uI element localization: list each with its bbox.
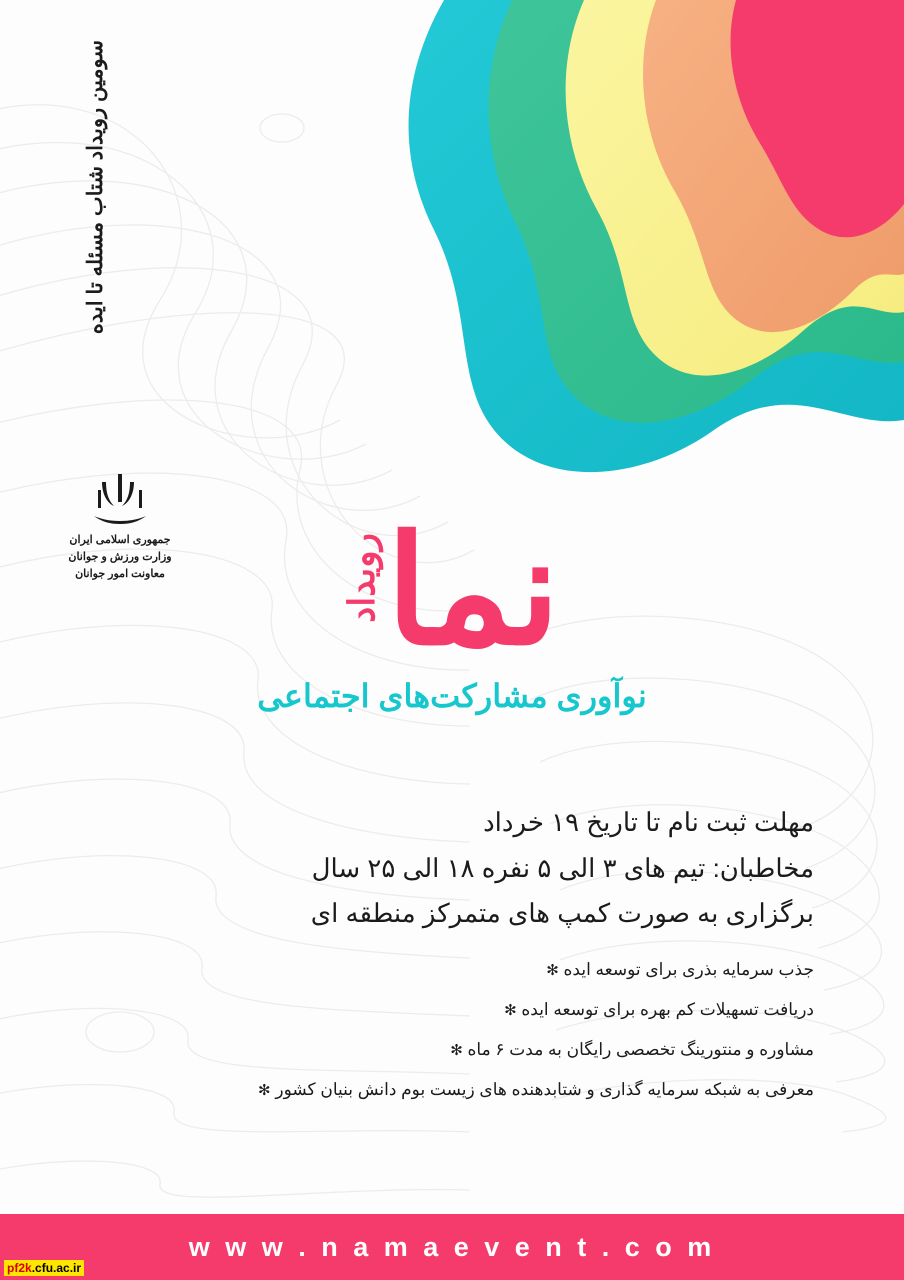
logo-subtitle: نوآوری مشارکت‌های اجتماعی	[257, 677, 647, 714]
bullet-text-3: مشاوره و منتورینگ تخصصی رایگان به مدت ۶ ماه	[467, 1039, 814, 1059]
ministry-line-2: وزارت ورزش و جوانان	[68, 551, 172, 564]
event-info-block	[90, 800, 814, 937]
bullet-text-2: دریافت تسهیلات کم بهره برای توسعه ایده	[521, 999, 814, 1019]
side-caption-text: سومین رویداد شتاب مسئله تا ایده	[84, 40, 108, 335]
bullet-text-1: جذب سرمایه بذری برای توسعه ایده	[563, 960, 814, 979]
watermark-suffix: .cfu.ac.ir	[31, 1261, 82, 1275]
logo-row	[340, 507, 561, 675]
list-item	[90, 950, 814, 990]
info-line-audience: مخاطبان: تیم های ۳ الی ۵ نفره ۱۸ الی ۲۵ سال	[311, 852, 814, 883]
benefits-list	[90, 950, 814, 1110]
watermark	[4, 1260, 84, 1276]
list-item	[90, 1030, 814, 1070]
footer-bar	[0, 1214, 904, 1280]
paper-cut-blob-art	[284, 0, 904, 560]
bullet-text-4: معرفی به شبکه سرمایه گذاری و شتابدهنده های زیست بوم دانش بنیان کشور	[275, 1079, 814, 1099]
asterisk-icon: ✻	[504, 1001, 517, 1019]
asterisk-icon: ✻	[546, 962, 559, 979]
asterisk-icon: ✻	[450, 1041, 463, 1059]
side-caption	[56, 40, 136, 460]
info-line-format: برگزاری به صورت کمپ های متمرکز منطقه ای	[310, 898, 814, 928]
logo-small-text: رویداد	[340, 533, 382, 624]
ministry-line-3: معاونت امور جوانان	[75, 568, 165, 581]
ministry-line-1: جمهوری اسلامی ایران	[69, 534, 171, 546]
list-item	[90, 1070, 814, 1110]
asterisk-icon: ✻	[258, 1081, 271, 1099]
logo-main-text: نما	[385, 507, 561, 675]
iran-emblem-icon	[88, 470, 152, 526]
logo-block	[0, 507, 904, 715]
watermark-prefix: pf2k	[7, 1261, 32, 1275]
info-line-deadline: مهلت ثبت نام تا تاریخ ۱۹ خرداد	[483, 807, 814, 837]
list-item	[90, 990, 814, 1030]
website-url[interactable]: w w w . n a m a e v e n t . c o m	[188, 1231, 716, 1262]
